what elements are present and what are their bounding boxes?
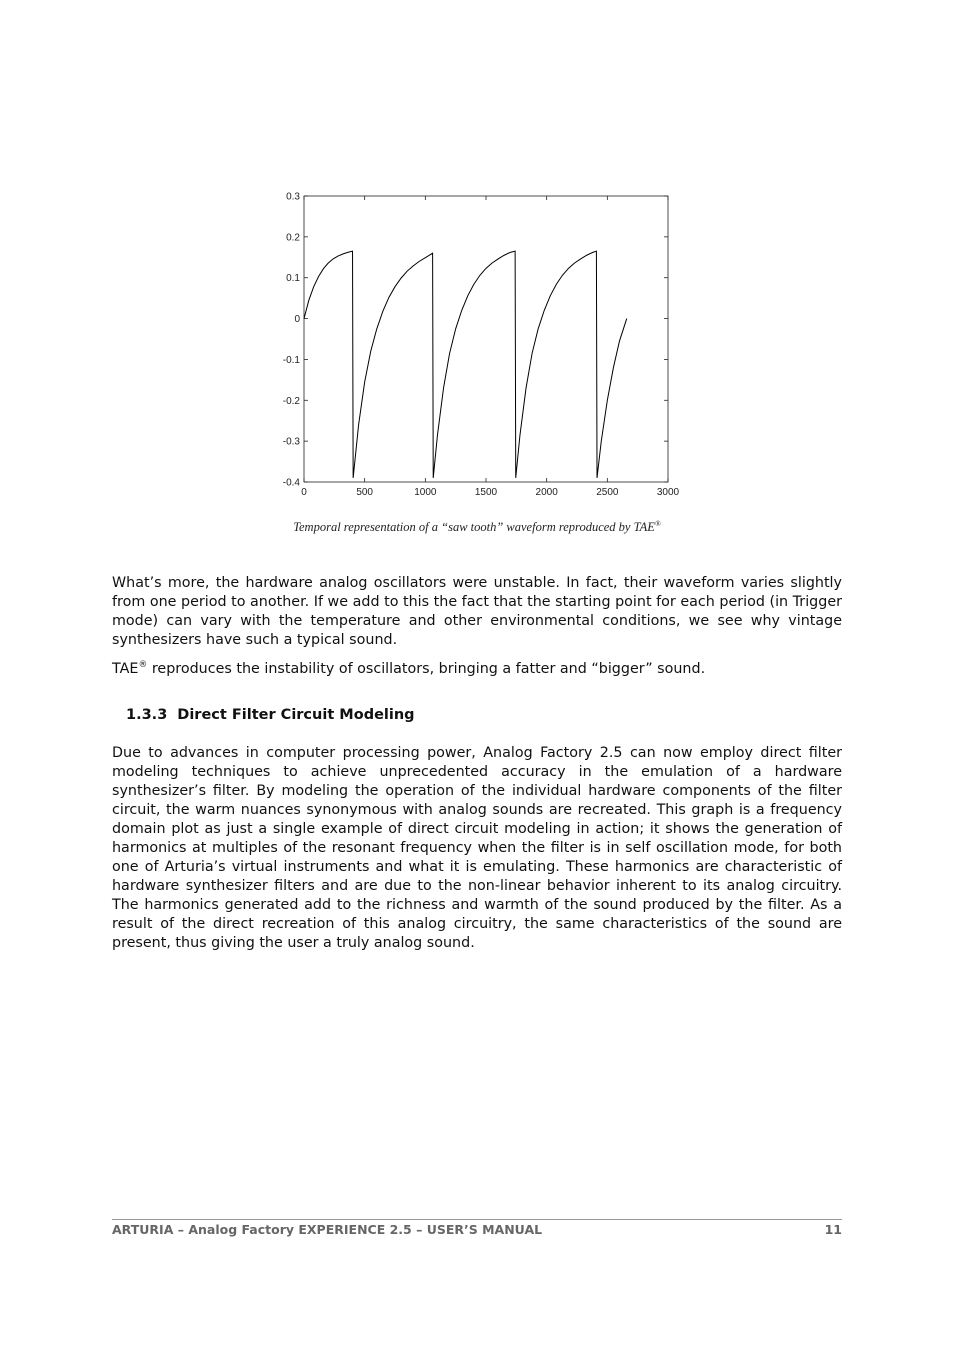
y-tick-label: 0.3 — [286, 191, 300, 203]
y-tick-label: -0.3 — [282, 436, 300, 448]
y-tick-label: -0.4 — [282, 477, 300, 489]
y-tick-label: 0.2 — [286, 232, 300, 244]
caption-registered-mark: ® — [654, 518, 661, 528]
x-tick-label: 0 — [301, 487, 307, 498]
footer-manual-title: ARTURIA – Analog Factory EXPERIENCE 2.5 – USER’S MANUAL — [112, 1222, 543, 1237]
y-tick-label: -0.2 — [282, 395, 300, 407]
x-tick-label: 500 — [356, 487, 374, 498]
y-axis-ticks — [283, 192, 668, 489]
section-heading — [126, 707, 415, 723]
y-tick-label: 0.1 — [286, 273, 300, 285]
paragraph-direct-filter-modeling: Due to advances in computer processing power, Analog Factory 2.5 can now employ direct filter modeling techniques to achieve unprecedented accuracy in the emulation of a hardware synthesizer’s filter. By modeling the operation of the individual hardware components of the filter circuit, the warm nuances synonymous with analog sounds are recreated. This graph is a frequency domain plot as just a single example of direct circuit modeling in action; it shows the generation of harmonics at multiples of the resonant frequency when the filter is in self oscillation mode, for both one of Arturia’s virtual instruments and what it is emulating. These harmonics are characteristic of hardware synthesizer filters and are due to the non-linear behavior inherent to its analog circuitry. The harmonics generated add to the richness and warmth of the sound produced by the filter. As a result of the direct recreation of this analog circuitry, the same characteristics of the sound are present, thus giving the user a truly analog sound. — [112, 745, 842, 951]
tae-registered-mark: ® — [138, 660, 148, 671]
sawtooth-waveform-line — [304, 251, 627, 478]
x-tick-label: 1500 — [474, 487, 498, 498]
footer-divider — [112, 1219, 842, 1220]
caption-text: Temporal representation of a “saw tooth” waveform reproduced by TAE — [293, 520, 655, 534]
footer-page-number: 11 — [824, 1222, 842, 1237]
section-title: Direct Filter Circuit Modeling — [177, 707, 415, 723]
paragraph-tae-instability — [112, 660, 842, 679]
plot-frame — [304, 196, 668, 482]
tae-sentence: reproduces the instability of oscillators, bringing a fatter and “bigger” sound. — [147, 661, 706, 677]
x-tick-label: 2000 — [535, 487, 558, 498]
y-tick-label: -0.1 — [282, 354, 300, 366]
x-axis-ticks — [301, 196, 679, 498]
section-number: 1.3.3 — [126, 707, 168, 723]
figure-caption — [112, 520, 842, 535]
sawtooth-chart — [268, 186, 688, 498]
page-footer — [112, 1222, 842, 1237]
paragraph-oscillator-instability: What’s more, the hardware analog oscillators were unstable. In fact, their waveform varies slightly from one period to another. If we add to this the fact that the starting point for each period (in Trigger mode) can vary with the temperature and other environmental conditions, we see why vintage synthesizers have such a typical sound. — [112, 575, 842, 648]
tae-label: TAE — [112, 661, 139, 677]
y-tick-label: 0 — [294, 314, 300, 326]
x-tick-label: 2500 — [596, 487, 619, 498]
x-tick-label: 1000 — [414, 487, 437, 498]
x-tick-label: 3000 — [656, 487, 680, 498]
